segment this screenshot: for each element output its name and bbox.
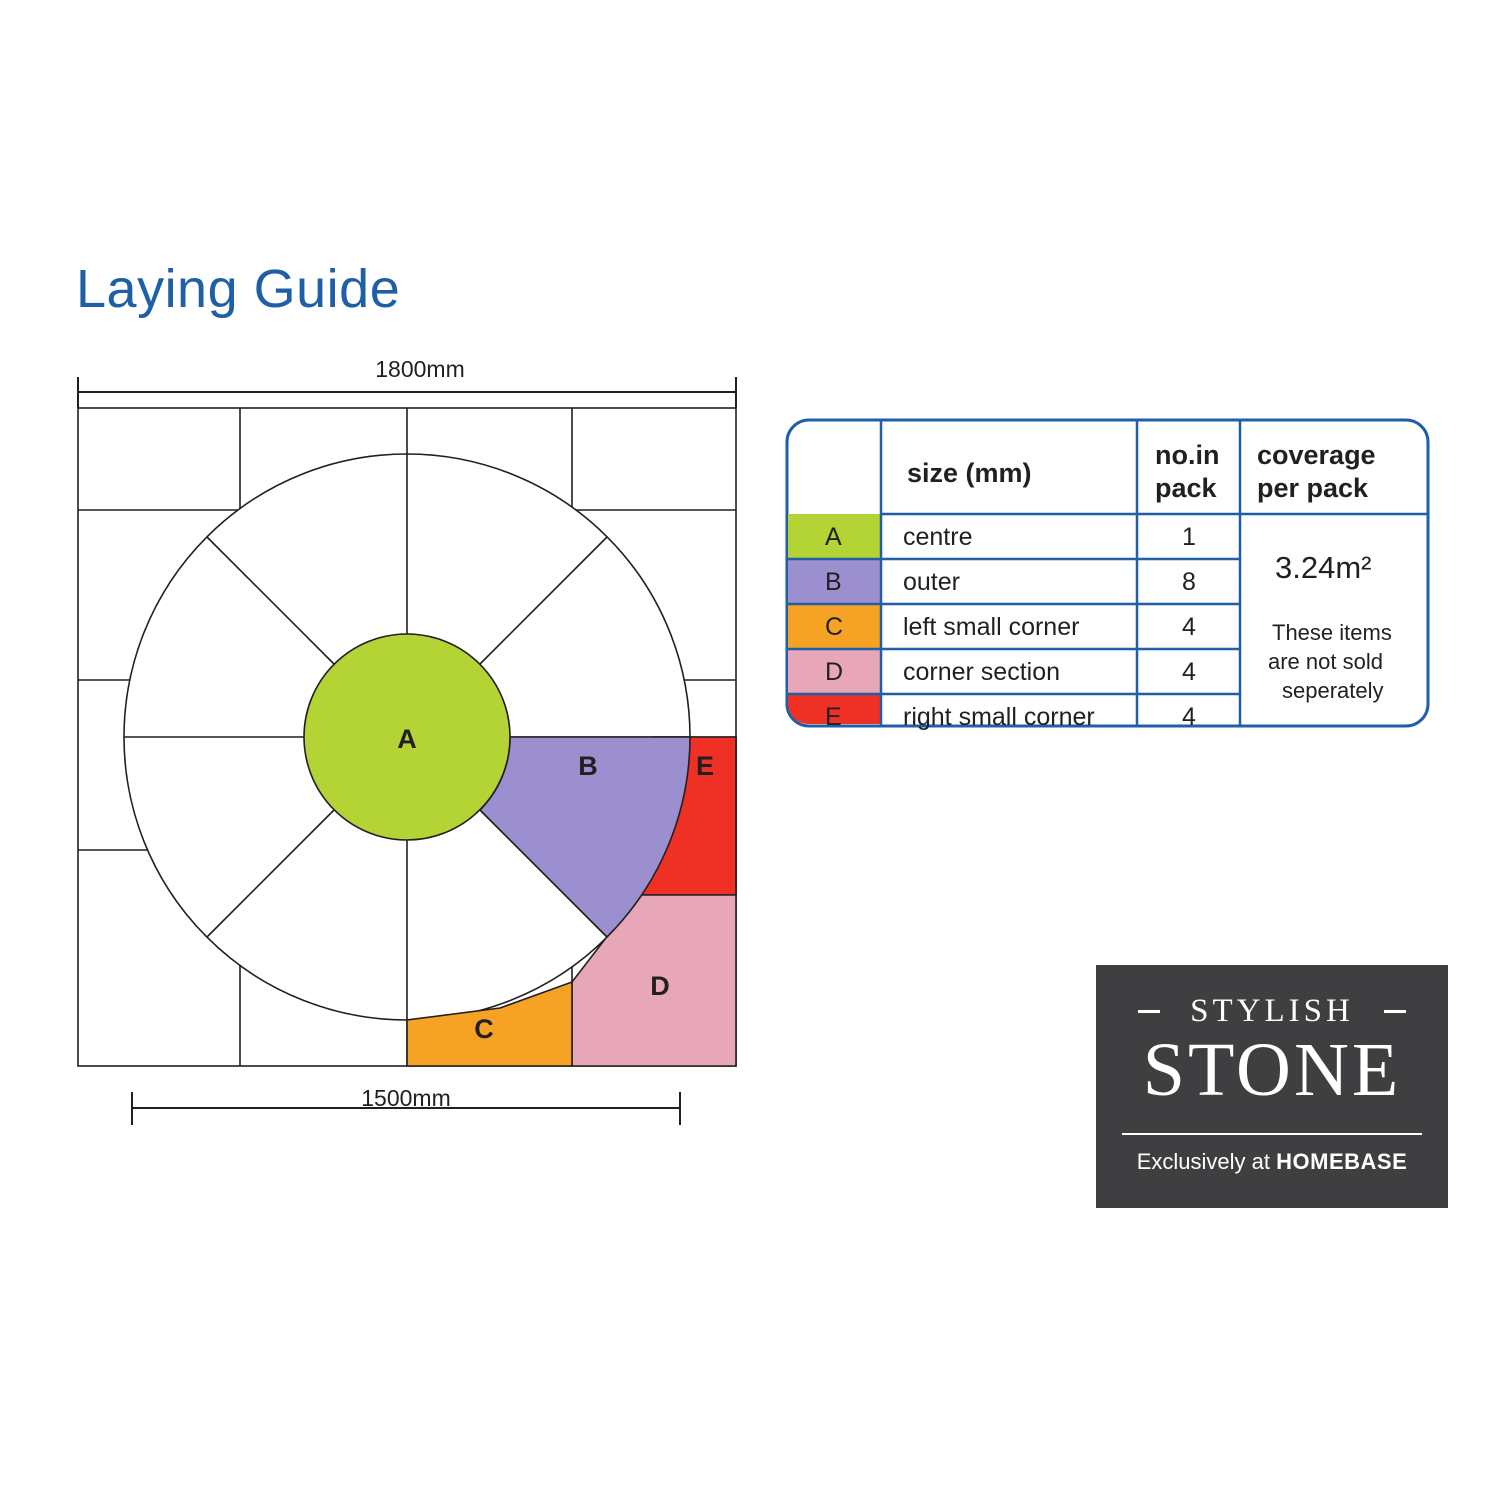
coverage-note-line1: These items	[1272, 620, 1392, 645]
bottom-dimension-label: 1500mm	[361, 1085, 451, 1111]
row-size-B: outer	[903, 568, 960, 596]
header-coverage-line2: per pack	[1257, 473, 1369, 503]
row-key-B: B	[825, 568, 842, 596]
row-size-E: right small corner	[903, 703, 1095, 731]
row-key-D: D	[825, 658, 844, 686]
row-count-E: 4	[1182, 703, 1196, 731]
row-key-C: C	[825, 613, 844, 641]
piece-D-label: D	[650, 971, 670, 1001]
header-count-line2: pack	[1155, 473, 1217, 503]
row-key-A: A	[825, 523, 842, 551]
row-size-D: corner section	[903, 658, 1061, 686]
row-key-E: E	[825, 703, 842, 731]
page-title: Laying Guide	[76, 259, 401, 319]
coverage-value: 3.24m²	[1275, 550, 1372, 585]
logo-brand-top: STYLISH	[1190, 993, 1354, 1029]
header-size: size (mm)	[907, 458, 1032, 488]
logo-divider	[1122, 1133, 1422, 1135]
logo-tagline-brand: HOMEBASE	[1276, 1149, 1408, 1174]
row-count-C: 4	[1182, 613, 1196, 641]
piece-B-label: B	[578, 751, 598, 781]
spec-table	[785, 418, 1430, 731]
logo-tagline	[1096, 1149, 1448, 1175]
row-count-A: 1	[1182, 523, 1196, 551]
coverage-note-line3: seperately	[1282, 678, 1384, 703]
piece-A-label: A	[397, 724, 417, 754]
row-count-D: 4	[1182, 658, 1196, 686]
row-size-A: centre	[903, 523, 973, 551]
header-coverage-line1: coverage	[1257, 440, 1376, 470]
coverage-note-line2: are not sold	[1268, 649, 1383, 674]
piece-C-label: C	[474, 1014, 494, 1044]
row-size-C: left small corner	[903, 613, 1080, 641]
width-dimension-label: 1800mm	[375, 356, 465, 382]
laying-guide-diagram	[60, 350, 760, 1150]
piece-E-label: E	[695, 751, 715, 781]
header-count-line1: no.in	[1155, 440, 1220, 470]
logo-brand-main: STONE	[1142, 1028, 1402, 1112]
stylish-stone-logo	[1096, 965, 1448, 1208]
paving-layout-svg	[60, 350, 760, 1150]
row-count-B: 8	[1182, 568, 1196, 596]
logo-tagline-prefix: Exclusively at	[1136, 1149, 1277, 1174]
